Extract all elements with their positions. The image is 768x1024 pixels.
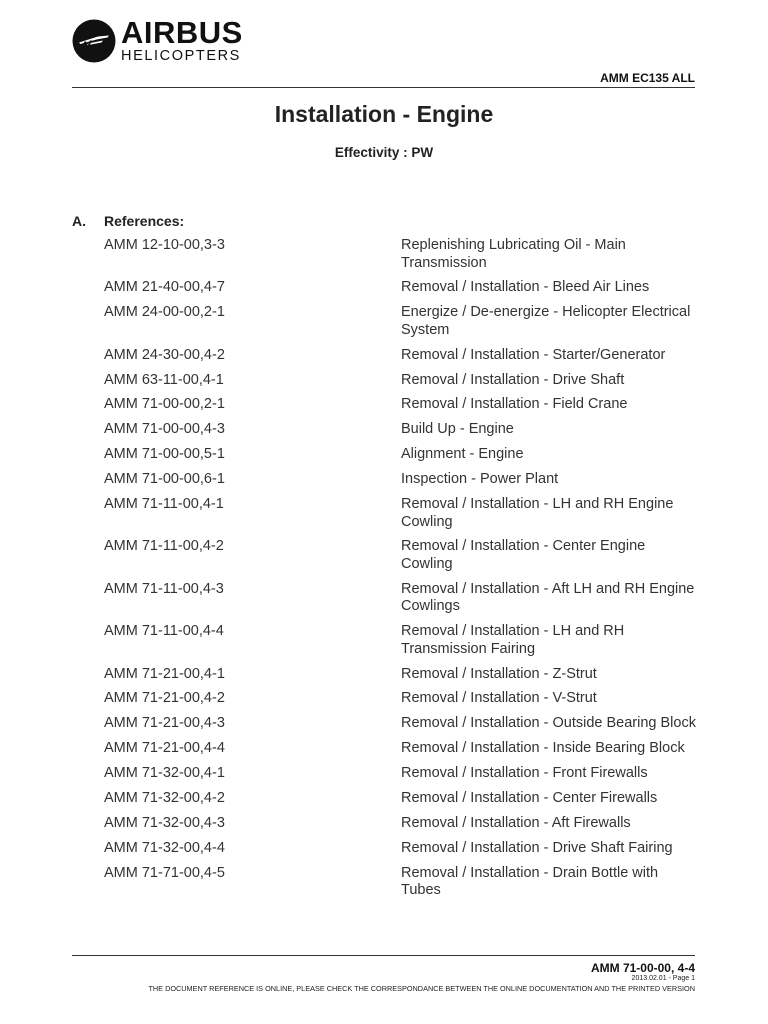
- reference-title: Build Up - Engine: [401, 421, 514, 438]
- reference-code: AMM 71-21-00,4-2: [104, 690, 225, 707]
- references-list: [104, 237, 704, 907]
- reference-title: Replenishing Lubricating Oil - Main Transmission: [401, 237, 626, 271]
- reference-row: [104, 496, 704, 531]
- reference-row: [104, 740, 704, 758]
- reference-code: AMM 71-00-00,4-3: [104, 421, 225, 438]
- reference-row: [104, 396, 704, 414]
- reference-title: Removal / Installation - Starter/Generator: [401, 346, 666, 363]
- reference-code: AMM 71-11-00,4-2: [104, 538, 224, 555]
- reference-code: AMM 71-21-00,4-3: [104, 715, 225, 732]
- footer-divider: [72, 955, 695, 956]
- reference-row: [104, 446, 704, 464]
- reference-row: [104, 471, 704, 489]
- reference-row: [104, 865, 704, 900]
- reference-title: Alignment - Engine: [401, 446, 524, 463]
- reference-row: [104, 538, 704, 573]
- reference-row: [104, 790, 704, 808]
- reference-row: [104, 690, 704, 708]
- reference-title: Energize / De-energize - Helicopter Electrical System: [401, 304, 691, 338]
- reference-code: AMM 24-30-00,4-2: [104, 346, 225, 363]
- logo-division: HELICOPTERS: [121, 48, 241, 64]
- reference-title: Removal / Installation - Drain Bottle with Tubes: [401, 864, 659, 899]
- reference-title: Inspection - Power Plant: [401, 471, 559, 488]
- reference-row: [104, 237, 704, 272]
- reference-title: Removal / Installation - Drive Shaft: [401, 371, 625, 388]
- airbus-helicopters-logo: [72, 15, 243, 64]
- reference-row: [104, 304, 704, 339]
- reference-code: AMM 63-11-00,4-1: [104, 371, 224, 388]
- reference-code: AMM 71-32-00,4-4: [104, 839, 225, 856]
- reference-title: Removal / Installation - Field Crane: [401, 396, 628, 413]
- reference-row: [104, 347, 704, 365]
- reference-row: [104, 279, 704, 297]
- reference-code: AMM 71-00-00,6-1: [104, 471, 225, 488]
- reference-title: Removal / Installation - Bleed Air Lines: [401, 279, 650, 296]
- reference-row: [104, 666, 704, 684]
- reference-code: AMM 21-40-00,4-7: [104, 279, 225, 296]
- reference-row: [104, 421, 704, 439]
- section-title: References:: [104, 213, 185, 229]
- reference-code: AMM 71-32-00,4-1: [104, 765, 225, 782]
- footer-disclaimer: THE DOCUMENT REFERENCE IS ONLINE, PLEASE CHECK THE CORRESPONDANCE BETWEEN THE ONLINE DOCUMENTATION AND THE PRINTED VERSION: [148, 984, 695, 993]
- reference-title: Removal / Installation - Front Firewalls: [401, 765, 648, 782]
- reference-title: Removal / Installation - LH and RH Transmission Fairing: [401, 623, 625, 657]
- reference-code: AMM 71-32-00,4-3: [104, 814, 225, 831]
- reference-code: AMM 71-71-00,4-5: [104, 864, 225, 881]
- section-letter: A.: [72, 213, 86, 229]
- reference-title: Removal / Installation - LH and RH Engine Cowling: [401, 496, 674, 530]
- reference-code: AMM 71-21-00,4-1: [104, 665, 225, 682]
- reference-title: Removal / Installation - Drive Shaft Fairing: [401, 839, 673, 856]
- reference-title: Removal / Installation - Center Firewalls: [401, 790, 658, 807]
- reference-code: AMM 71-00-00,2-1: [104, 396, 225, 413]
- effectivity-label: Effectivity : PW: [334, 145, 434, 160]
- reference-row: [104, 840, 704, 858]
- reference-code: AMM 24-00-00,2-1: [104, 304, 225, 321]
- reference-title: Removal / Installation - Outside Bearing Block: [401, 715, 696, 732]
- reference-row: [104, 815, 704, 833]
- footer-date-page: 2013.02.01 - Page 1: [631, 975, 695, 982]
- reference-title: Removal / Installation - Center Engine Cowling: [401, 538, 646, 572]
- reference-code: AMM 71-11-00,4-1: [104, 496, 224, 513]
- reference-row: [104, 623, 704, 658]
- reference-row: [104, 765, 704, 783]
- reference-code: AMM 71-21-00,4-4: [104, 740, 225, 757]
- header-divider: [72, 87, 695, 88]
- section-heading: [72, 213, 184, 229]
- reference-row: [104, 715, 704, 733]
- reference-code: AMM 71-00-00,5-1: [104, 446, 225, 463]
- reference-code: AMM 71-32-00,4-2: [104, 790, 225, 807]
- document-reference: AMM EC135 ALL: [600, 71, 695, 85]
- reference-title: Removal / Installation - Inside Bearing Block: [401, 740, 685, 757]
- reference-title: Removal / Installation - V-Strut: [401, 690, 597, 707]
- reference-row: [104, 372, 704, 390]
- reference-title: Removal / Installation - Aft LH and RH Engine Cowlings: [401, 580, 695, 615]
- reference-title: Removal / Installation - Z-Strut: [401, 665, 597, 682]
- logo-brand: AIRBUS: [121, 15, 243, 50]
- reference-title: Removal / Installation - Aft Firewalls: [401, 814, 631, 831]
- reference-code: AMM 71-11-00,4-4: [104, 623, 224, 640]
- footer-document-reference: AMM 71-00-00, 4-4: [590, 961, 695, 975]
- page-title: Installation - Engine: [274, 101, 494, 127]
- airbus-logo-icon: [72, 19, 116, 63]
- reference-row: [104, 581, 704, 616]
- reference-code: AMM 71-11-00,4-3: [104, 580, 224, 597]
- reference-code: AMM 12-10-00,3-3: [104, 237, 225, 253]
